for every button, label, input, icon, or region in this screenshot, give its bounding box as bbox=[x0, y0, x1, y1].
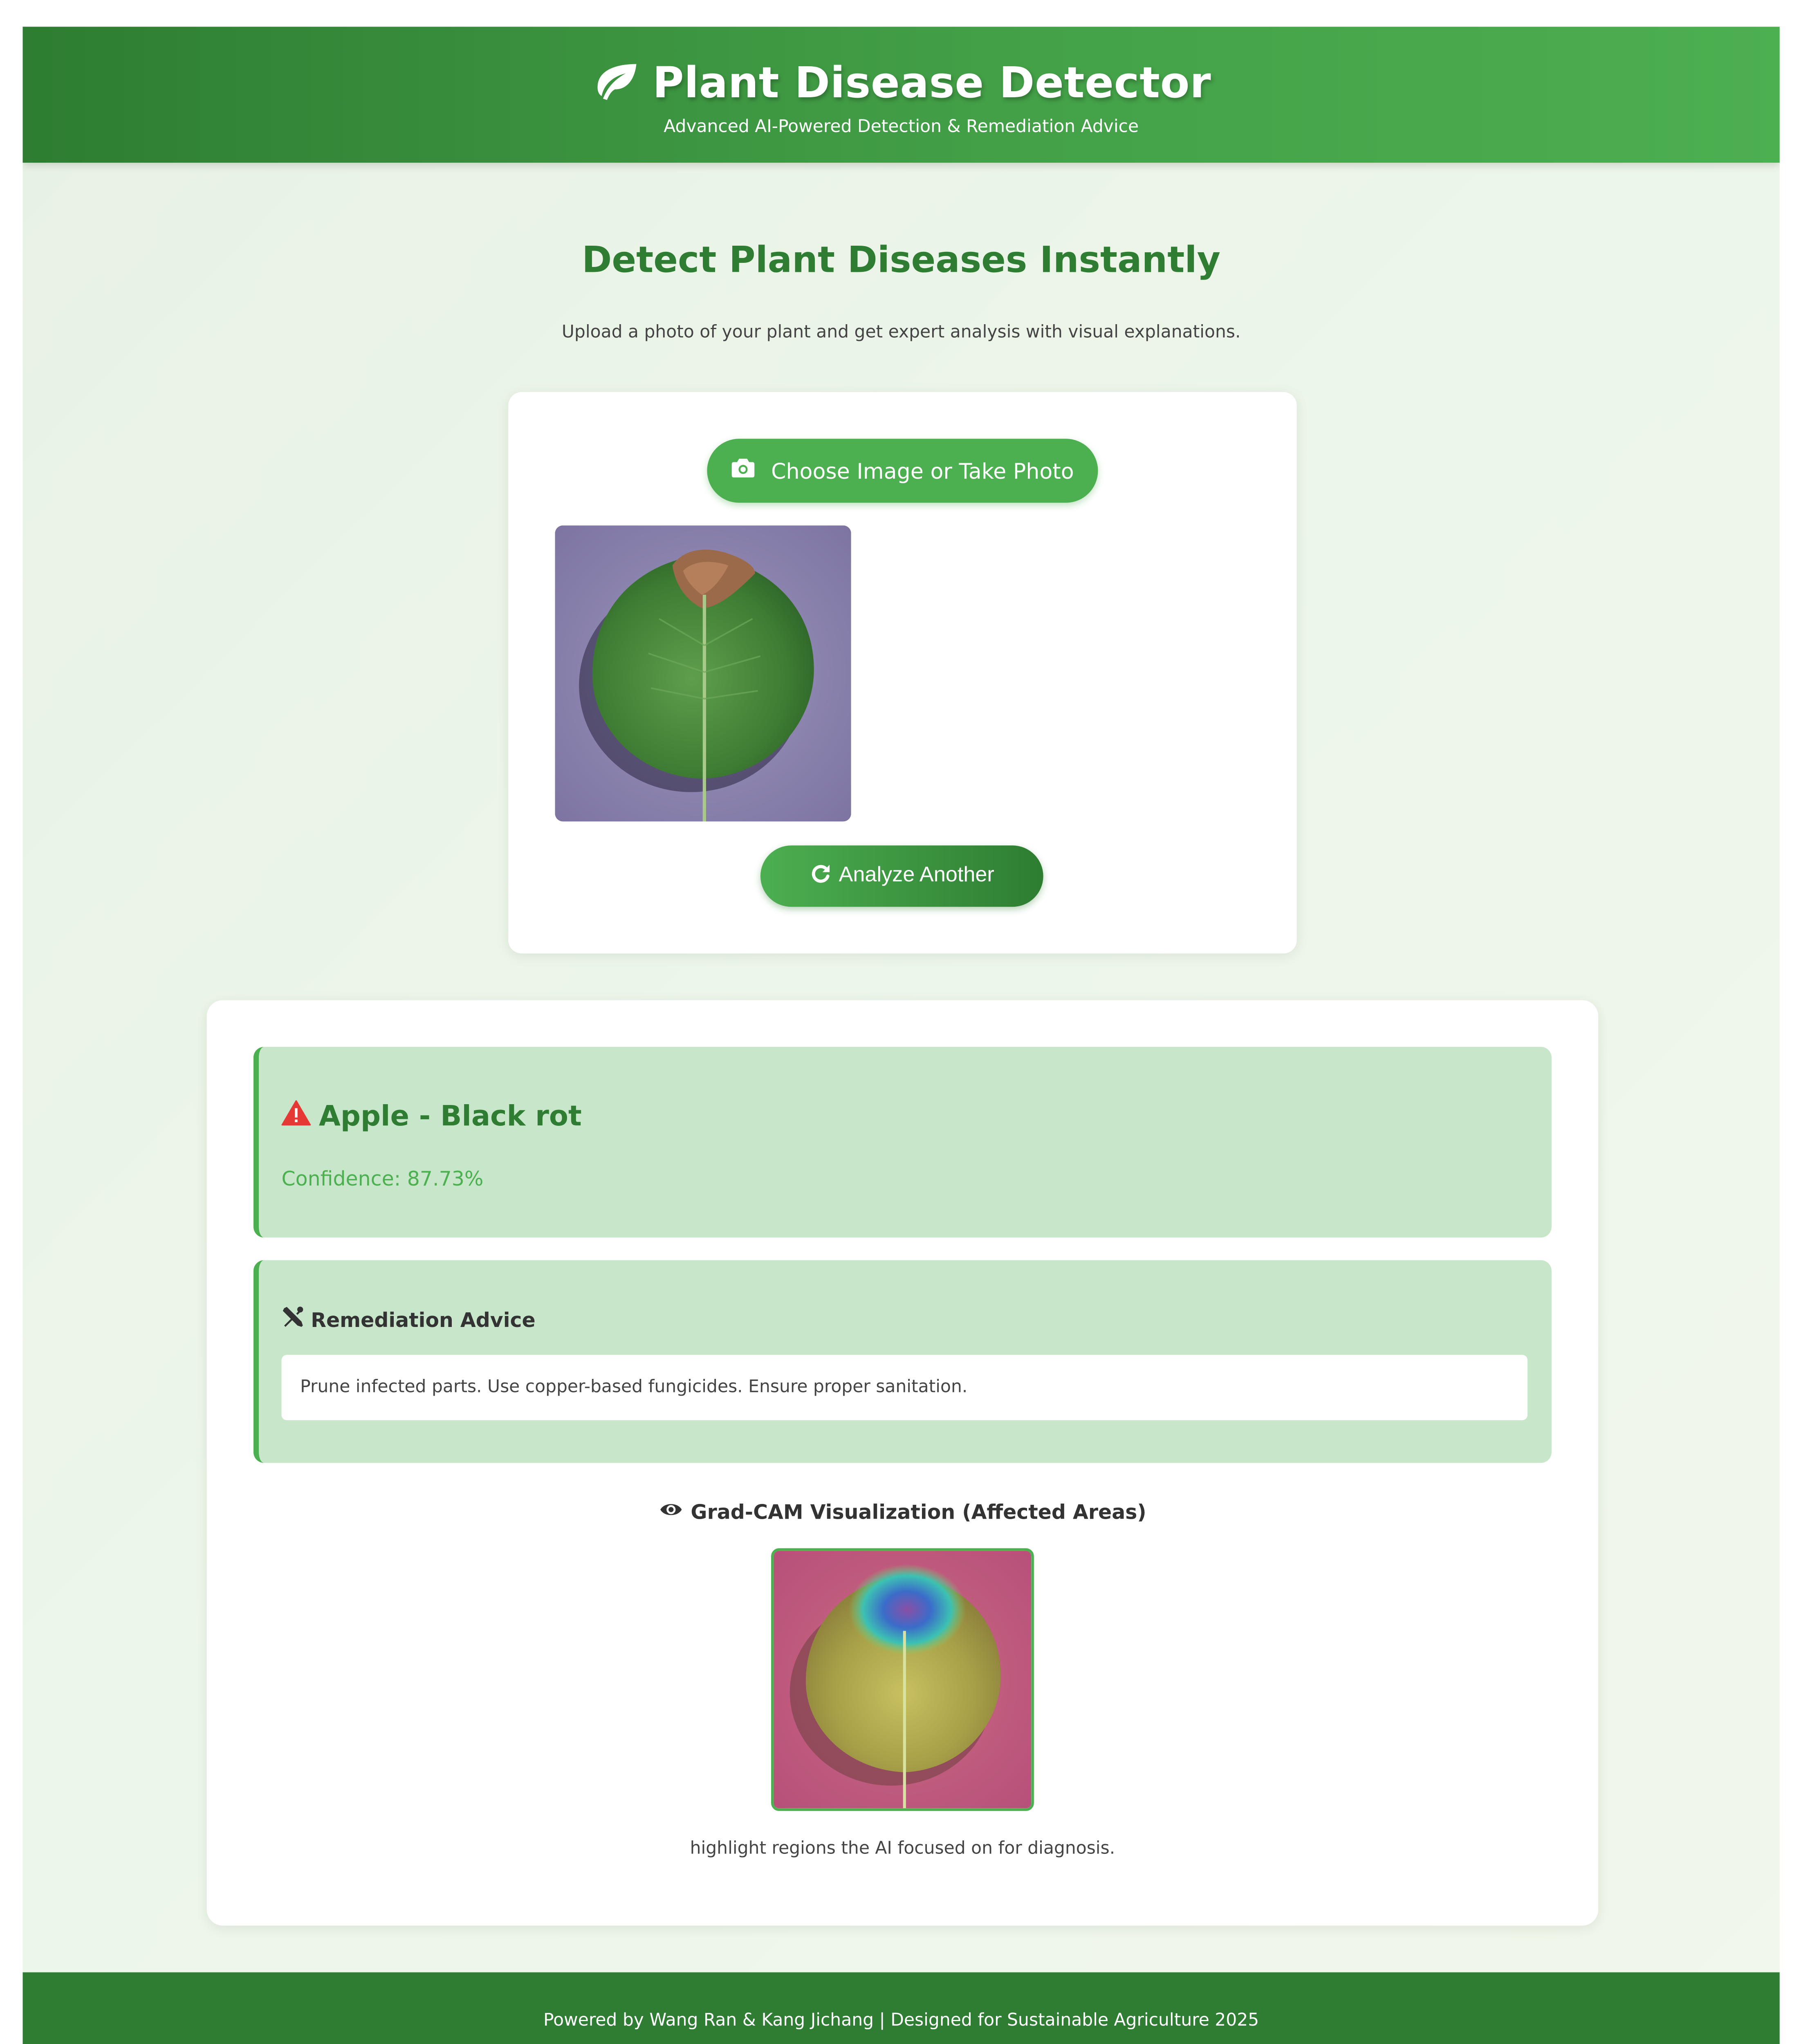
leaf-icon bbox=[591, 61, 639, 104]
app-title: Plant Disease Detector bbox=[653, 57, 1211, 108]
hero-subtitle: Upload a photo of your plant and get expert analysis with visual explanations. bbox=[561, 323, 1241, 343]
remediation-label: Remediation Advice bbox=[311, 1307, 536, 1332]
remediation-title bbox=[281, 1306, 535, 1334]
results-card bbox=[207, 1000, 1598, 1926]
remediation-text: Prune infected parts. Use copper-based fungicides. Ensure proper sanitation. bbox=[281, 1355, 1527, 1420]
header-title-row bbox=[22, 53, 1779, 112]
choose-image-label: Choose Image or Take Photo bbox=[771, 458, 1074, 484]
choose-image-button[interactable] bbox=[707, 439, 1098, 503]
eye-icon bbox=[659, 1500, 683, 1524]
app-subtitle: Advanced AI-Powered Detection & Remediation Advice bbox=[664, 117, 1139, 137]
footer-text: Powered by Wang Ran & Kang Jichang | Designed for Sustainable Agriculture 2025 bbox=[543, 2010, 1259, 2031]
confidence-text: Confidence: 87.73% bbox=[281, 1167, 484, 1191]
gradcam-label: Grad-CAM Visualization (Affected Areas) bbox=[691, 1500, 1146, 1524]
tools-icon bbox=[281, 1306, 304, 1334]
remediation-box bbox=[253, 1260, 1552, 1463]
upload-card bbox=[508, 392, 1296, 953]
gradcam-title bbox=[207, 1500, 1598, 1524]
analyze-another-label: Analyze Another bbox=[839, 864, 994, 887]
footer bbox=[22, 1972, 1779, 2044]
diagnosis-label: Apple - Black rot bbox=[318, 1100, 582, 1132]
redo-icon bbox=[810, 862, 831, 890]
diagnosis-box bbox=[253, 1047, 1552, 1237]
uploaded-leaf-image bbox=[555, 525, 851, 821]
warning-icon bbox=[281, 1100, 311, 1132]
hero-title: Detect Plant Diseases Instantly bbox=[582, 240, 1221, 282]
app-header bbox=[22, 27, 1779, 163]
diagnosis-title bbox=[281, 1100, 581, 1132]
gradcam-caption: highlight regions the AI focused on for diagnosis. bbox=[690, 1839, 1115, 1859]
analyze-another-button[interactable] bbox=[760, 845, 1043, 907]
camera-icon bbox=[731, 457, 755, 484]
app-frame bbox=[22, 27, 1779, 2044]
gradcam-heatmap-image bbox=[771, 1548, 1034, 1811]
